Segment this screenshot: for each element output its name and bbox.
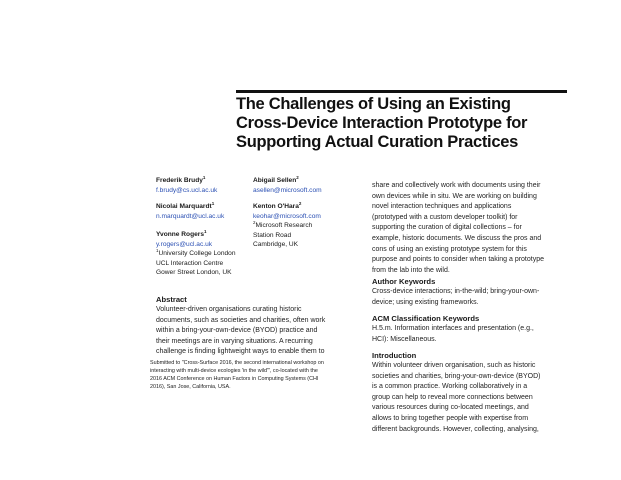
- author-keywords-text: [372, 287, 568, 308]
- title-rule: [236, 90, 567, 93]
- introduction-section: [372, 350, 568, 435]
- affiliation-line: $^2$Microsoft Research: [253, 219, 313, 229]
- text-line: different backgrounds. However, collecting, analysing,: [372, 425, 539, 433]
- author-sellen: [253, 176, 322, 195]
- author-email[interactable]: n.marquardt@ucl.ac.uk: [156, 212, 225, 220]
- author-name: Kenton O'Hara$^2$: [253, 200, 302, 210]
- text-line: their meetings are in varying situations. A recurring: [156, 337, 313, 345]
- paper-title: [236, 95, 576, 152]
- text-line: challenge is finding lightweight ways to enable them to: [156, 348, 325, 356]
- acm-keywords-text: [372, 324, 568, 345]
- acm-keywords-section: [372, 313, 568, 345]
- text-line: allows to bring together people with expertise from: [372, 414, 529, 422]
- abstract-text: [156, 305, 351, 358]
- text-line: 2016 ACM Conference on Human Factors in Computing Systems (CHI: [150, 375, 319, 382]
- text-line: H.5.m. Information interfaces and presentation (e.g.,: [372, 325, 534, 332]
- author-email[interactable]: f.brudy@cs.ucl.ac.uk: [156, 186, 218, 194]
- author-marquardt: [156, 202, 224, 221]
- affiliation-line: Station Road: [253, 231, 292, 239]
- text-line: novel interaction techniques and applications: [372, 203, 512, 211]
- title-line: Cross-Device Interaction Prototype for: [236, 114, 528, 132]
- text-line: from the lab into the wild.: [372, 266, 450, 274]
- affiliation-line: $^1$University College London: [156, 247, 236, 257]
- text-line: cons of using an existing prototype system for this: [372, 245, 527, 253]
- text-line: Within volunteer driven organisation, such as historic: [372, 362, 536, 369]
- text-line: device; using existing frameworks.: [372, 298, 479, 306]
- section-heading: Author Keywords: [372, 277, 436, 286]
- text-line: within a bring-your-own-device (BYOD) practice and: [156, 327, 318, 335]
- text-line: various resources during co-located meetings, and: [372, 404, 529, 412]
- text-line: Submitted to "Cross-Surface 2016, the second international workshop on: [150, 360, 324, 366]
- text-line: own devices while in situ. We are working on building: [372, 192, 537, 200]
- affiliation-line: Cambridge, UK: [253, 241, 299, 248]
- text-line: societies and charities, bring-your-own-device (BYOD): [372, 372, 541, 380]
- title-line: The Challenges of Using an Existing: [236, 95, 511, 113]
- text-line: Cross-device interactions; in-the-wild; bring-your-own-: [372, 288, 540, 295]
- author-email[interactable]: asellen@microsoft.com: [253, 186, 322, 194]
- text-line: HCI): Miscellaneous.: [372, 335, 437, 343]
- text-line: group can help to reveal more connections between: [372, 393, 533, 401]
- abstract-section: [156, 294, 351, 358]
- author-name: Nicolai Marquardt$^1$: [156, 200, 215, 210]
- author-rogers: [156, 230, 236, 278]
- author-ohara: [253, 202, 321, 250]
- text-line: share and collectively work with documents using their: [372, 182, 541, 189]
- affiliation-line: UCL Interaction Centre: [156, 259, 224, 267]
- text-line: documents, such as societies and charities, often work: [156, 316, 326, 324]
- section-heading: Introduction: [372, 351, 417, 360]
- section-heading: ACM Classification Keywords: [372, 314, 480, 323]
- author-name: Yvonne Rogers$^1$: [156, 228, 207, 238]
- abstract-continued-text: [372, 181, 568, 276]
- introduction-text: [372, 361, 568, 435]
- text-line: is a common practice. Working collaboratively in a: [372, 383, 528, 391]
- author-name: Abigail Sellen$^2$: [253, 174, 299, 184]
- author-name: Frederik Brudy$^1$: [156, 174, 206, 184]
- submission-footnote: [150, 360, 360, 392]
- section-heading: Abstract: [156, 295, 187, 304]
- text-line: supporting the curation of digital collections – for: [372, 224, 522, 232]
- affiliation-line: Gower Street London, UK: [156, 269, 232, 276]
- text-line: 2016), San Jose, California, USA.: [150, 383, 231, 390]
- title-line: Supporting Actual Curation Practices: [236, 133, 518, 151]
- author-email[interactable]: y.rogers@ucl.ac.uk: [156, 240, 213, 248]
- author-email[interactable]: keohar@microsoft.com: [253, 212, 321, 220]
- text-line: Volunteer-driven organisations curating historic: [156, 306, 302, 313]
- text-line: (prototyped with a custom developer toolkit) for: [372, 213, 518, 221]
- author-keywords-section: [372, 276, 568, 308]
- text-line: example, historic documents. We discuss the pros and: [372, 234, 542, 242]
- text-line: purpose and points to consider when taking a prototype: [372, 256, 545, 264]
- author-brudy: [156, 176, 217, 195]
- text-line: interacting with multi-device ecologies 'in the wild'", co-located with the: [150, 367, 318, 374]
- abstract-continued: [372, 181, 568, 276]
